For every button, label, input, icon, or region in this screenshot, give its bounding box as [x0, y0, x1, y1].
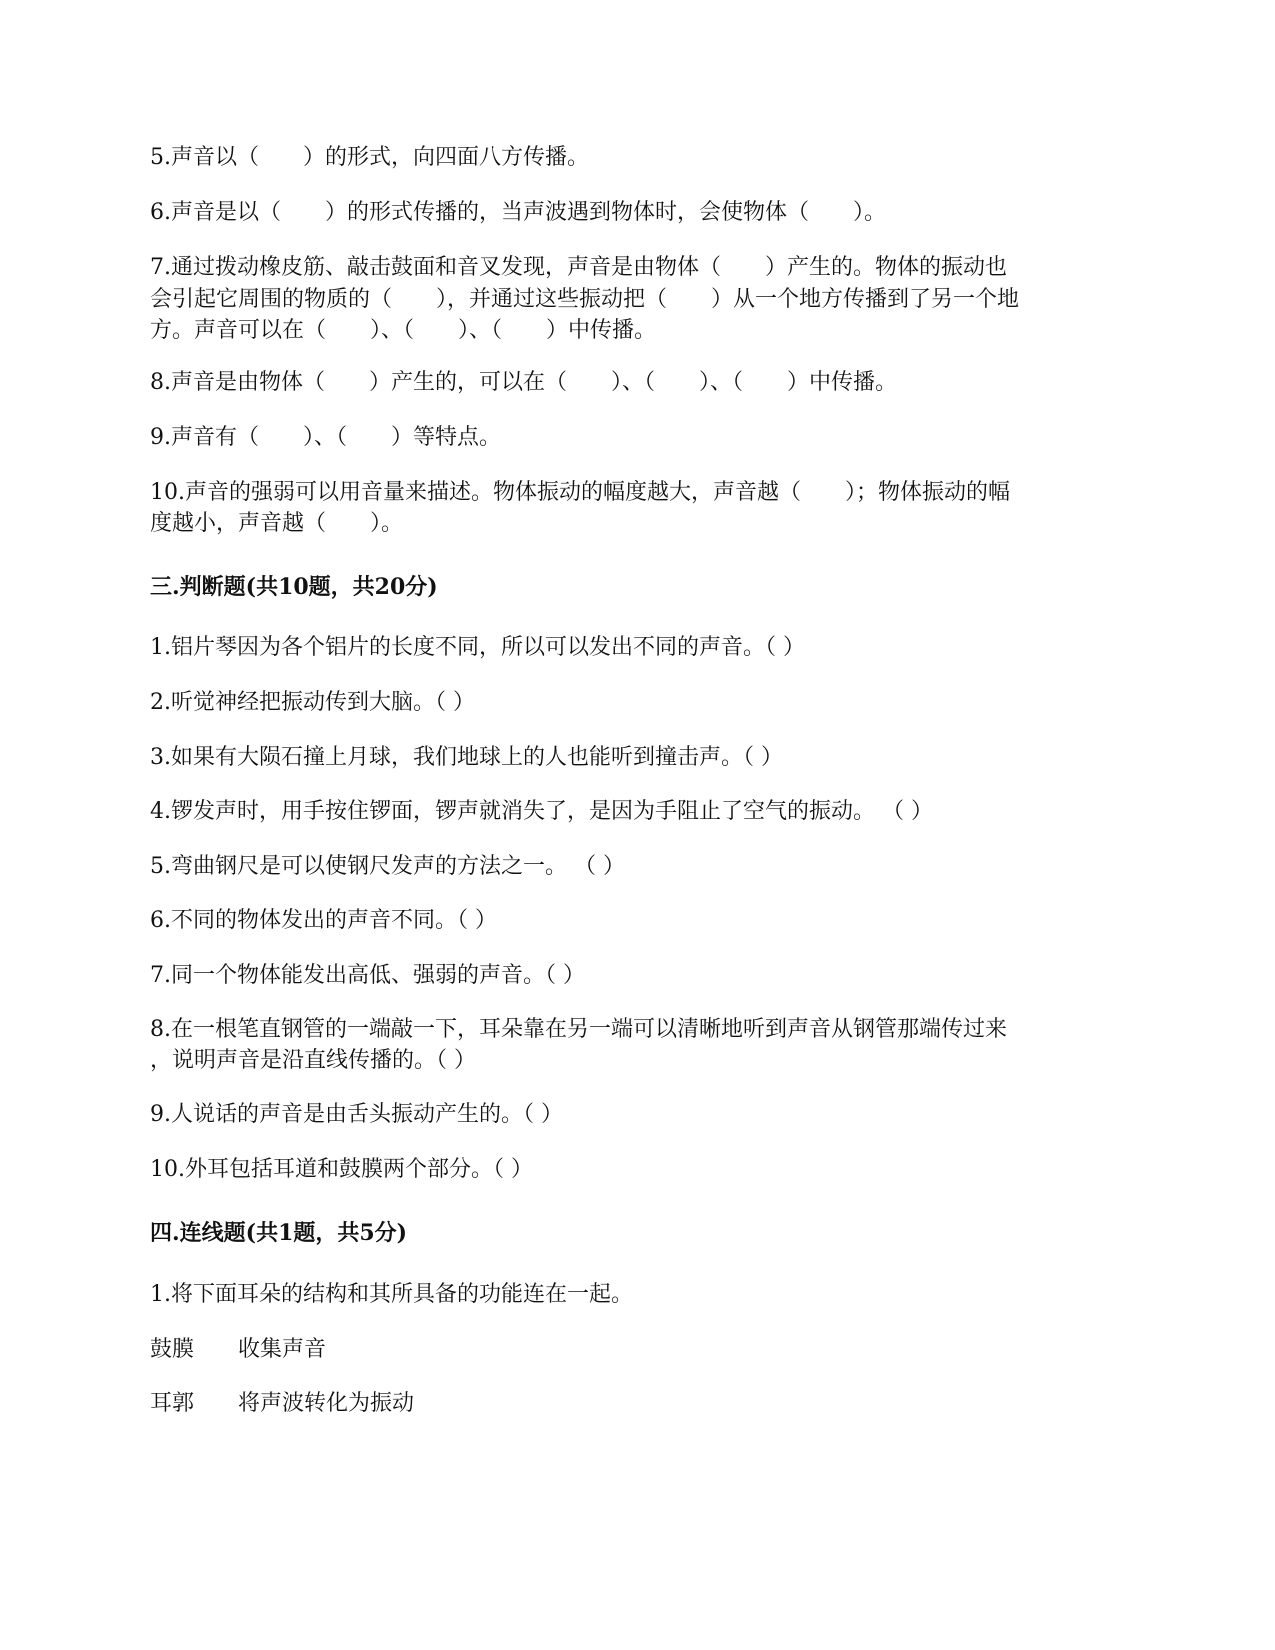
judge-question-3: 3.如果有大陨石撞上月球，我们地球上的人也能听到撞击声。（ ）	[150, 745, 783, 770]
judge-question-8-line-2: ，说明声音是沿直线传播的。（ ）	[150, 1048, 476, 1073]
judge-question-9: 9.人说话的声音是由舌头振动产生的。（ ）	[150, 1102, 563, 1127]
section-3-heading: 三.判断题(共10题，共20分)	[150, 574, 438, 600]
fill-question-5: 5.声音以（ ）的形式，向四面八方传播。	[150, 145, 589, 170]
fill-question-10-line-2: 度越小，声音越（ ）。	[150, 511, 404, 536]
section-4-heading: 四.连线题(共1题，共5分)	[150, 1220, 408, 1246]
fill-question-6: 6.声音是以（ ）的形式传播的，当声波遇到物体时，会使物体（ ）。	[150, 200, 886, 225]
fill-question-7-line-2: 会引起它周围的物质的（ ），并通过这些振动把（ ）从一个地方传播到了另一个地	[150, 287, 1020, 312]
fill-question-9: 9.声音有（ ）、（ ）等特点。	[150, 425, 501, 450]
judge-question-10: 10.外耳包括耳道和鼓膜两个部分。（ ）	[150, 1157, 533, 1182]
judge-question-7: 7.同一个物体能发出高低、强弱的声音。（ ）	[150, 963, 585, 988]
matching-question-1: 1.将下面耳朵的结构和其所具备的功能连在一起。	[150, 1282, 633, 1307]
judge-question-2: 2.听觉神经把振动传到大脑。（ ）	[150, 690, 475, 715]
matching-row-2: 耳郭 将声波转化为振动	[150, 1391, 415, 1416]
judge-question-5: 5.弯曲钢尺是可以使钢尺发声的方法之一。 （ ）	[150, 854, 625, 879]
fill-question-10-line-1: 10.声音的强弱可以用音量来描述。物体振动的幅度越大，声音越（ ）；物体振动的幅	[150, 480, 1010, 505]
matching-row-1: 鼓膜 收集声音	[150, 1337, 327, 1362]
judge-question-1: 1.铝片琴因为各个铝片的长度不同，所以可以发出不同的声音。（ ）	[150, 635, 805, 660]
judge-question-4: 4.锣发声时，用手按住锣面，锣声就消失了，是因为手阻止了空气的振动。 （ ）	[150, 799, 933, 824]
fill-question-7-line-3: 方。声音可以在（ ）、（ ）、（ ）中传播。	[150, 318, 657, 343]
judge-question-6: 6.不同的物体发出的声音不同。（ ）	[150, 908, 497, 933]
document-page	[150, 0, 1140, 1650]
judge-question-8-line-1: 8.在一根笔直钢管的一端敲一下，耳朵靠在另一端可以清晰地听到声音从钢管那端传过来	[150, 1017, 1007, 1042]
fill-question-7-line-1: 7.通过拨动橡皮筋、敲击鼓面和音叉发现，声音是由物体（ ）产生的。物体的振动也	[150, 255, 1007, 280]
fill-question-8: 8.声音是由物体（ ）产生的，可以在（ ）、（ ）、（ ）中传播。	[150, 370, 897, 395]
